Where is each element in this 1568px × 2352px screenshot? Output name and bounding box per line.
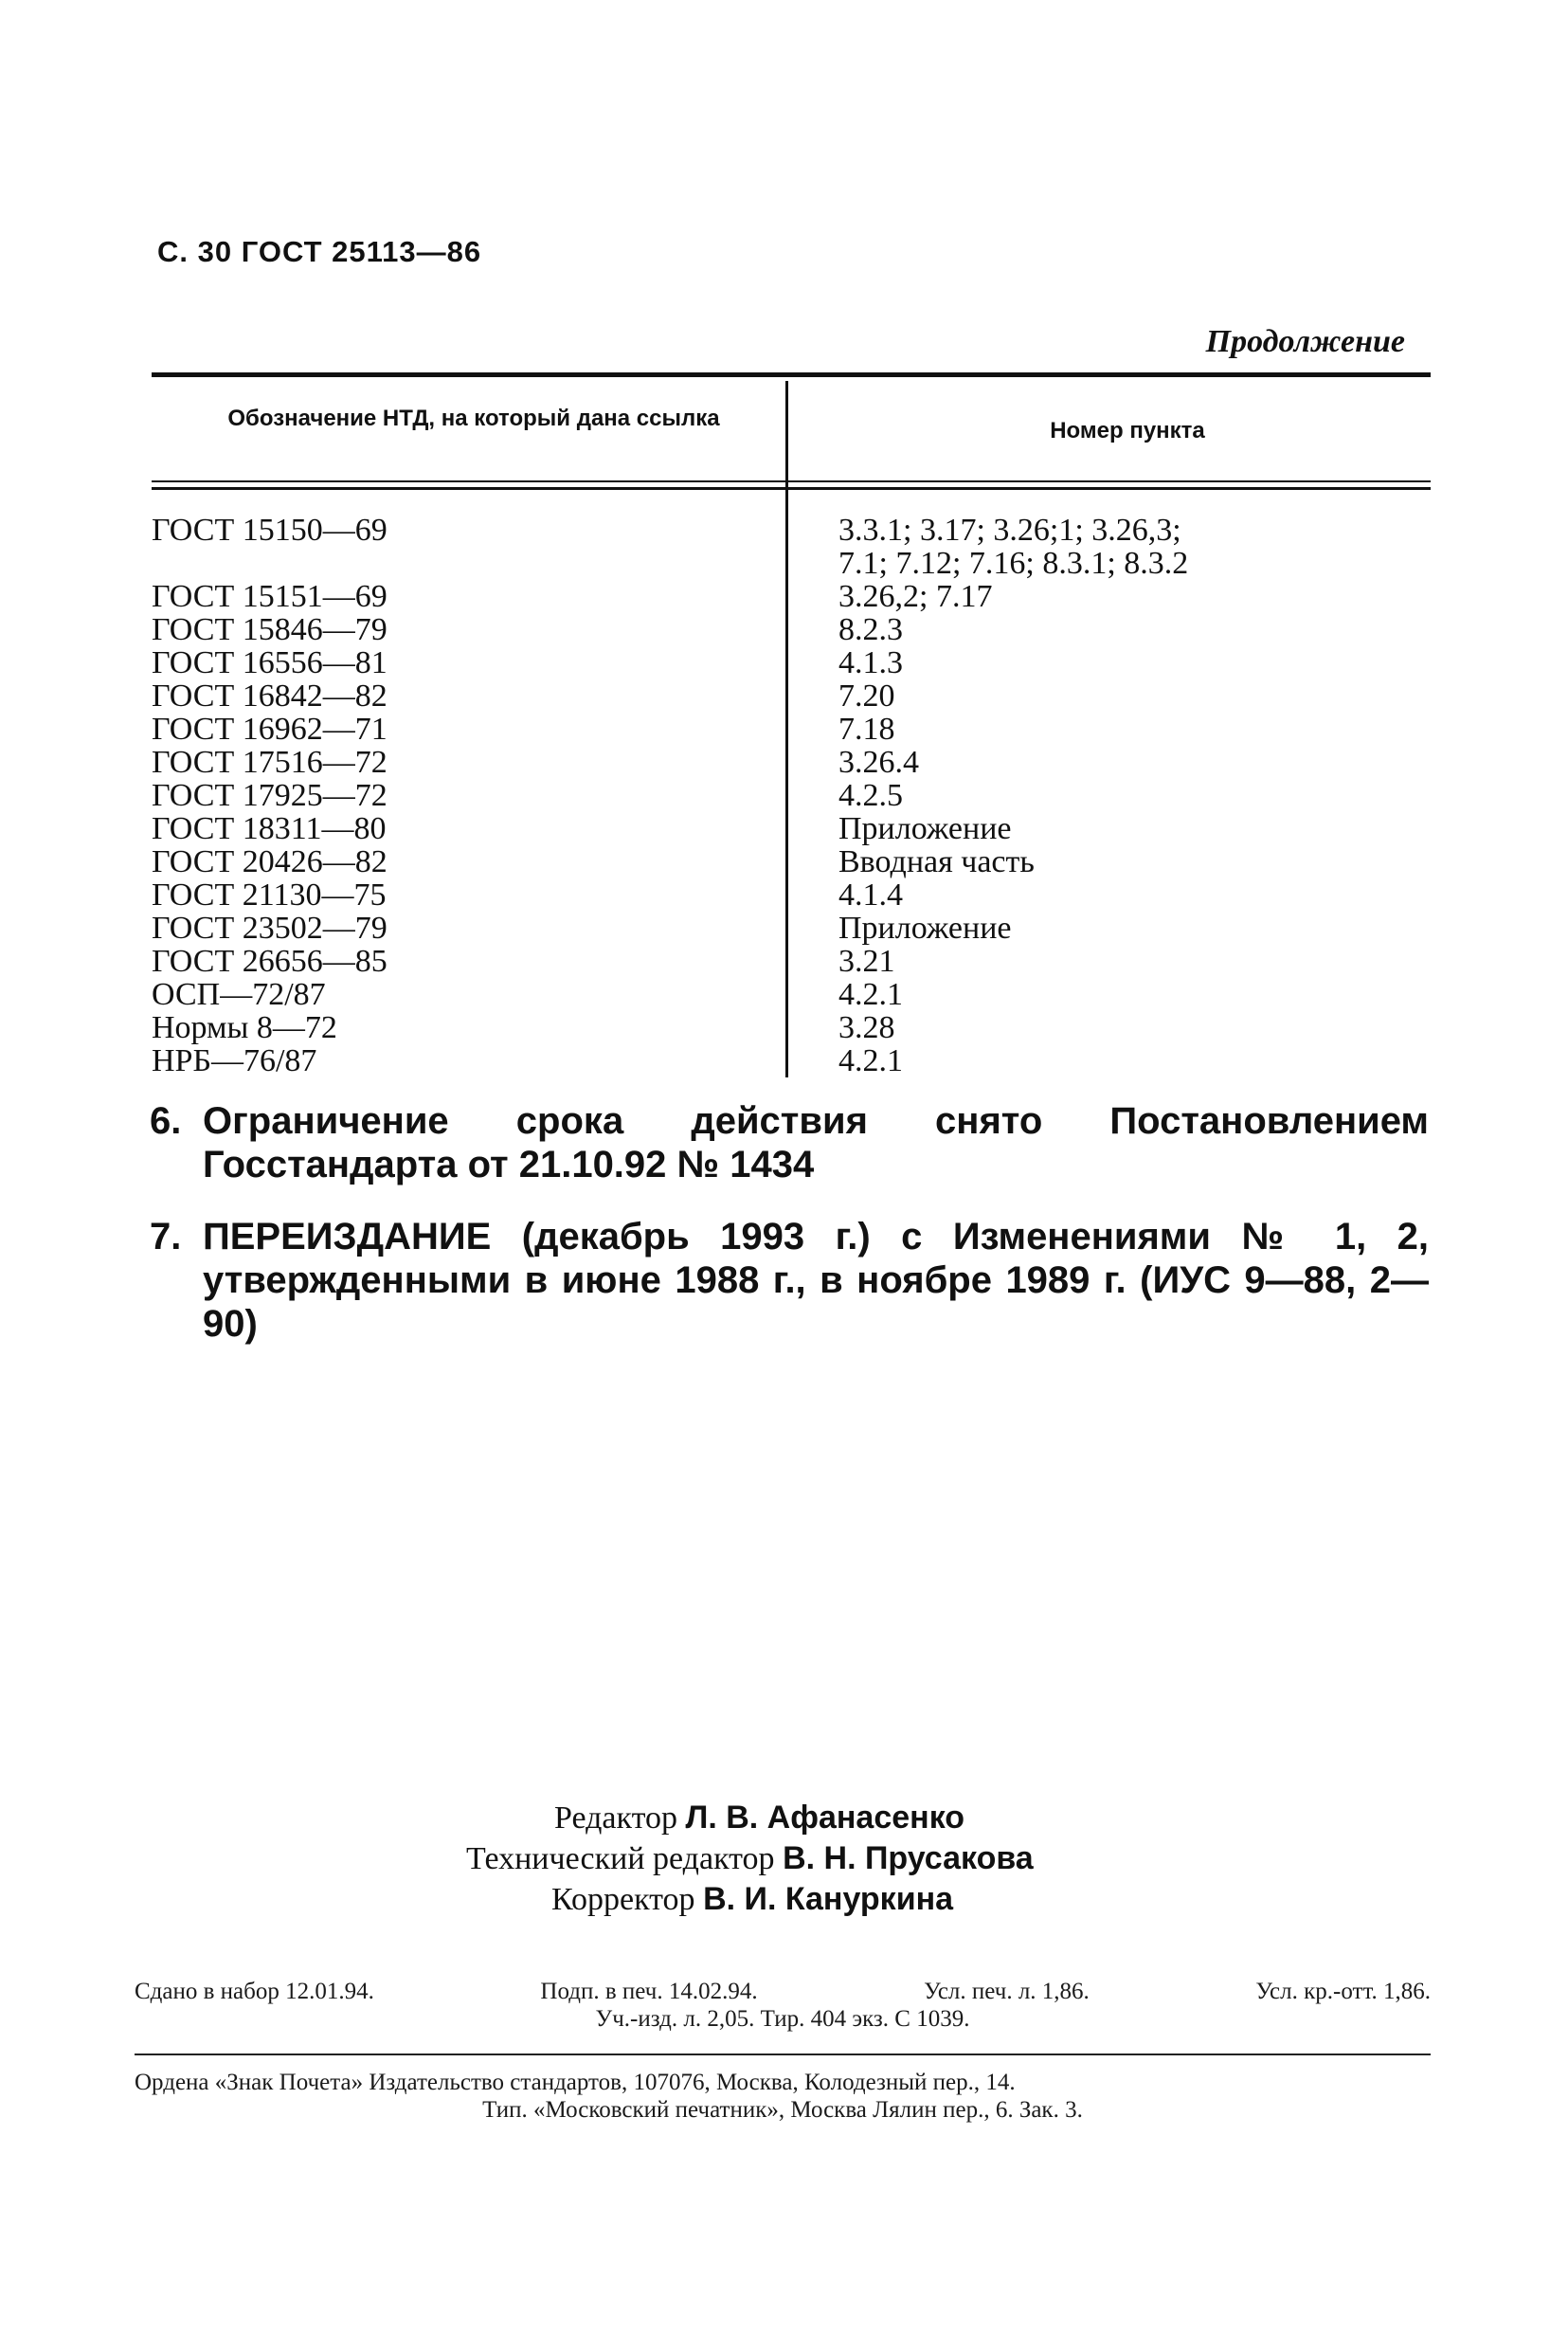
point-cell: 4.2.1 — [838, 1043, 903, 1078]
reference-cell: ГОСТ 15150—69 — [152, 513, 387, 548]
point-cell: 3.28 — [838, 1010, 895, 1045]
table-header-rule — [152, 480, 1431, 482]
editor-name: В. Н. Прусакова — [783, 1840, 1034, 1876]
reference-cell: ГОСТ 15846—79 — [152, 612, 387, 647]
editor-role: Корректор — [551, 1882, 695, 1917]
reference-cell: ГОСТ 16556—81 — [152, 645, 387, 680]
point-line: 3.3.1; 3.17; 3.26;1; 3.26,3; — [838, 513, 1181, 548]
table-row — [0, 514, 1568, 580]
reference-cell: ГОСТ 16962—71 — [152, 712, 387, 747]
point-cell: 3.26,2; 7.17 — [838, 579, 993, 614]
note-number: 7. — [150, 1216, 182, 1257]
table-row — [0, 713, 1568, 746]
point-cell: 7.18 — [838, 712, 895, 747]
reference-cell: Нормы 8—72 — [152, 1010, 337, 1045]
point-cell: 3.26.4 — [838, 745, 919, 780]
table-row — [0, 1011, 1568, 1044]
imprint-cell: Усл. печ. л. 1,86. — [924, 1979, 1090, 2004]
reference-cell: ГОСТ 17516—72 — [152, 745, 387, 780]
table-row — [0, 812, 1568, 845]
table-row — [0, 613, 1568, 646]
point-cell: Приложение — [838, 911, 1012, 946]
table-top-rule — [152, 372, 1431, 377]
imprint-top — [135, 1978, 1431, 2033]
point-cell: 4.1.4 — [838, 877, 903, 913]
table-row — [0, 912, 1568, 945]
reference-cell: НРБ—76/87 — [152, 1043, 317, 1078]
reference-cell: ГОСТ 26656—85 — [152, 944, 387, 979]
table-row — [0, 646, 1568, 679]
point-cell — [838, 514, 1188, 580]
imprint-line: Тип. «Московский печатник», Москва Лялин пер., 6. Зак. 3. — [482, 2097, 1083, 2123]
reference-cell: ГОСТ 16842—82 — [152, 678, 387, 714]
continued-label: Продолжение — [1205, 324, 1405, 359]
note-number: 6. — [150, 1100, 182, 1142]
table-row — [0, 945, 1568, 978]
editor-role: Технический редактор — [466, 1841, 775, 1876]
table-row — [0, 878, 1568, 912]
imprint-divider — [135, 2053, 1431, 2055]
point-cell: Вводная часть — [838, 844, 1035, 879]
reference-cell: ГОСТ 18311—80 — [152, 811, 387, 846]
column-header-reference: Обозначение НТД, на который дана ссылка — [227, 406, 720, 431]
reference-cell: ОСП—72/87 — [152, 977, 326, 1012]
point-cell: 4.2.1 — [838, 977, 903, 1012]
column-header-point: Номер пункта — [1050, 418, 1205, 443]
point-cell: 7.20 — [838, 678, 895, 714]
editor-line — [551, 1877, 953, 1922]
note-text: Ограничение срока действия снято Постановлением Госстандарта от 21.10.92 № 1434 — [203, 1100, 1429, 1185]
table-row — [0, 580, 1568, 613]
table-row — [0, 845, 1568, 878]
editor-name: Л. В. Афанасенко — [685, 1800, 965, 1836]
table-row — [0, 746, 1568, 779]
editor-name: В. И. Кануркина — [703, 1881, 954, 1917]
imprint-cell: Ордена «Знак Почета» Издательство стандартов, 107076, Москва, Колодезный пер., 14. — [135, 2070, 1016, 2095]
table-row — [0, 779, 1568, 812]
note-item — [150, 1215, 1429, 1346]
imprint-line: Уч.-изд. л. 2,05. Тир. 404 экз. С 1039. — [595, 2006, 970, 2032]
point-cell: 3.21 — [838, 944, 895, 979]
note-text: ПЕРЕИЗДАНИЕ (декабрь 1993 г.) с Изменениями № 1, 2, утвержденными в июне 1988 г., в ноябре 1989 г. (ИУС 9—88, 2—90) — [203, 1216, 1429, 1345]
point-cell: 4.1.3 — [838, 645, 903, 680]
imprint-bottom — [135, 2069, 1431, 2124]
reference-cell: ГОСТ 21130—75 — [152, 877, 387, 913]
point-cell: 8.2.3 — [838, 612, 903, 647]
reference-cell: ГОСТ 17925—72 — [152, 778, 387, 813]
point-cell: Приложение — [838, 811, 1012, 846]
editor-line — [466, 1836, 1034, 1881]
reference-cell: ГОСТ 20426—82 — [152, 844, 387, 879]
imprint-cell: Сдано в набор 12.01.94. — [135, 1979, 374, 2004]
table-row — [0, 978, 1568, 1011]
point-cell: 4.2.5 — [838, 778, 903, 813]
table-row — [0, 1044, 1568, 1077]
imprint-row — [135, 2069, 1431, 2096]
notes-section — [150, 1099, 1429, 1374]
reference-cell: ГОСТ 23502—79 — [152, 911, 387, 946]
note-item — [150, 1099, 1429, 1186]
reference-table-body — [0, 514, 1568, 1077]
imprint-row — [135, 1978, 1431, 2005]
imprint-cell: Подп. в печ. 14.02.94. — [540, 1979, 758, 2004]
reference-cell: ГОСТ 15151—69 — [152, 579, 387, 614]
table-header-rule-double — [152, 487, 1431, 490]
editor-role: Редактор — [554, 1800, 677, 1836]
point-line: 7.1; 7.12; 7.16; 8.3.1; 8.3.2 — [838, 546, 1189, 581]
page-header: С. 30 ГОСТ 25113—86 — [157, 235, 482, 268]
table-row — [0, 679, 1568, 713]
editor-line — [554, 1796, 964, 1840]
imprint-cell: Усл. кр.-отт. 1,86. — [1255, 1979, 1431, 2004]
